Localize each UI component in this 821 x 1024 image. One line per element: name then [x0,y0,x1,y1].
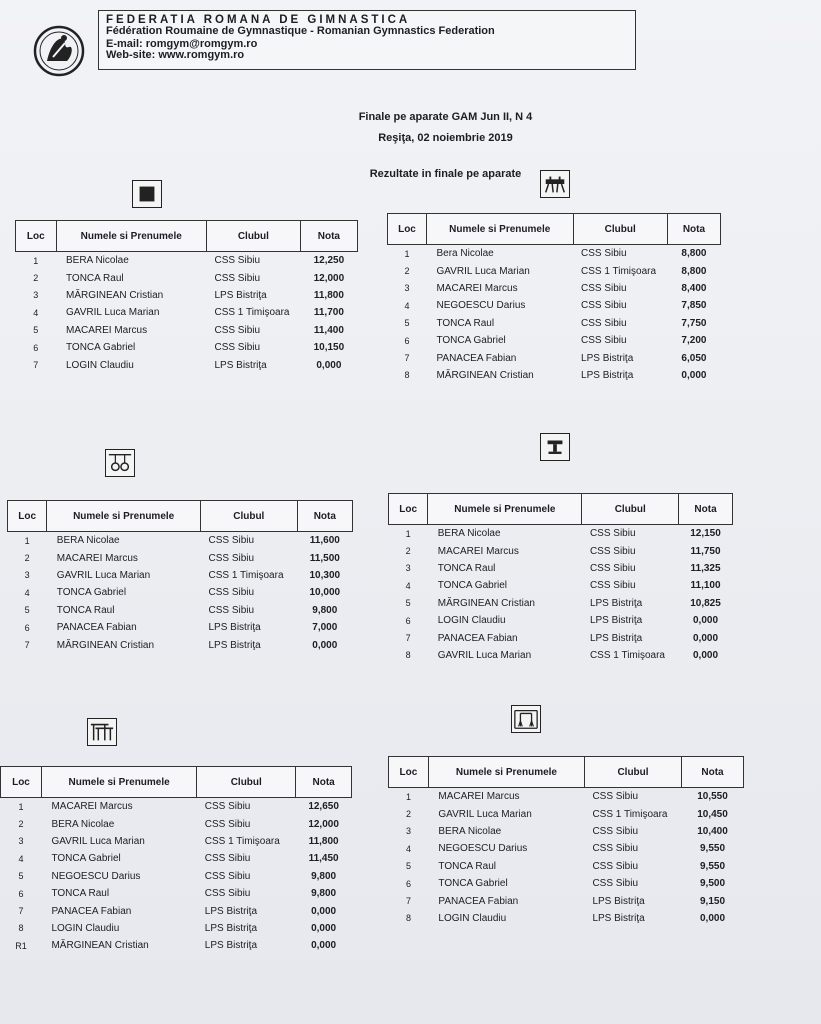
score-cell: 6,050 [681,352,707,364]
table-row [16,269,358,286]
table-row [1,920,352,937]
rank-cell: 2 [405,546,411,557]
rank-cell: 5 [405,861,411,872]
table-row [389,840,744,857]
club-cell: CSS 1 Timişoara [581,265,657,277]
club-cell: CSS Sibiu [204,818,251,830]
club-cell: CSS Sibiu [204,853,251,865]
table-row [1,798,352,816]
table-row [8,602,353,619]
score-cell: 9,800 [311,870,337,882]
score-cell: 7,750 [681,317,707,329]
athlete-name-cell: TONCA Raul [66,272,124,284]
rank-cell: 6 [33,342,39,353]
athlete-name-cell: NEGOESCU Darius [436,300,526,312]
athlete-name-cell: TONCA Raul [56,604,115,616]
rank-cell: 7 [404,353,410,364]
score-cell: 11,325 [690,562,721,574]
athlete-name-cell: PANACEA Fabian [56,622,137,634]
score-cell: 9,800 [312,604,338,616]
table-row [8,584,353,601]
federation-website: Web-site: www.romgym.ro [106,49,245,61]
rank-cell: 4 [405,580,411,591]
score-cell: 11,450 [308,853,339,865]
club-cell: CSS 1 Timişoara [204,835,280,847]
rank-cell: 4 [404,300,410,311]
table-row [389,525,733,543]
table-row [389,629,733,646]
rank-cell: 2 [24,553,30,564]
club-cell: LPS Bistriţa [204,922,258,934]
score-cell: 0,000 [311,905,337,917]
athlete-name-cell: GAVRIL Luca Marian [51,835,145,847]
rank-cell: 3 [24,570,30,581]
athlete-name-cell: MĂRGINEAN Cristian [56,639,155,651]
athlete-name-cell: MĂRGINEAN Cristian [66,289,164,301]
club-cell: LPS Bistriţa [204,905,258,917]
col-header-loc: Loc [389,494,428,525]
rank-cell: 6 [405,615,411,626]
club-cell: CSS 1 Timişoara [214,307,290,319]
results-subtitle: Rezultate in finale pe aparate [369,168,522,180]
results-table-horizontal-bar [388,756,744,927]
club-cell: LPS Bistriţa [208,639,261,651]
athlete-name-cell: TONCA Gabriel [437,580,508,592]
athlete-name-cell: TONCA Gabriel [438,878,508,890]
table-row [8,567,353,584]
parallel-bars-icon [87,718,117,746]
club-cell: CSS Sibiu [592,825,639,837]
club-cell: CSS Sibiu [581,335,627,347]
rank-cell: 3 [405,563,411,574]
rank-cell: 3 [405,826,411,837]
table-header-row [388,214,721,245]
score-cell: 12,150 [690,528,721,540]
athlete-name-cell: BERA Nicolae [51,818,115,830]
club-cell: LPS Bistriţa [592,912,645,924]
score-cell: 0,000 [700,912,726,924]
table-row [388,297,721,314]
score-cell: 7,000 [312,622,338,634]
athlete-name-cell: PANACEA Fabian [438,895,519,907]
col-header-name: Numele si Prenumele [41,767,196,798]
event-place-date: Reşiţa, 02 noiembrie 2019 [378,132,513,144]
table-row [388,315,721,332]
club-cell: LPS Bistriţa [581,369,634,381]
col-header-nota: Nota [300,221,357,252]
table-row [8,532,353,550]
score-cell: 0,000 [311,922,337,934]
club-cell: CSS Sibiu [589,545,636,557]
table-row [1,885,352,902]
table-row [389,542,733,559]
athlete-name-cell: TONCA Gabriel [436,335,506,347]
table-row [16,304,358,321]
floor-icon [132,180,162,208]
table-row [389,647,733,664]
rings-icon [105,449,135,477]
rank-cell: 4 [405,843,411,854]
table-row [388,262,721,279]
rank-cell: 6 [405,878,411,889]
athlete-name-cell: PANACEA Fabian [51,905,132,917]
club-cell: CSS Sibiu [204,888,251,900]
table-row [389,612,733,629]
rank-cell: 1 [18,801,24,812]
rank-cell: 1 [24,535,30,546]
rank-cell: 7 [33,360,39,371]
score-cell: 0,000 [312,639,338,651]
table-row [388,245,721,263]
club-cell: CSS Sibiu [214,255,261,267]
rank-cell: 1 [405,528,411,539]
club-cell: LPS Bistriţa [214,289,267,301]
club-cell: CSS Sibiu [592,791,639,803]
score-cell: 10,150 [313,342,345,354]
rank-cell: 5 [404,318,410,329]
club-cell: CSS 1 Timişoara [589,649,665,661]
table-row [389,560,733,577]
table-row [388,280,721,297]
score-cell: 11,700 [313,307,344,319]
table-header-row [16,221,358,252]
score-cell: 10,300 [309,569,341,581]
rank-cell: 4 [33,307,39,318]
table-row [389,577,733,594]
score-cell: 0,000 [311,940,337,952]
rank-cell: 7 [405,896,411,907]
table-header-row [8,501,353,532]
table-row [389,788,744,806]
score-cell: 10,450 [697,808,728,820]
event-title: Finale pe aparate GAM Jun II, N 4 [358,111,533,123]
table-row [388,349,721,366]
table-header-row [389,494,733,525]
club-cell: CSS Sibiu [592,860,639,872]
score-cell: 11,800 [313,289,344,301]
table-row [8,636,353,653]
club-cell: CSS Sibiu [581,317,627,329]
athlete-name-cell: NEGOESCU Darius [438,843,528,855]
table-row [16,287,358,304]
score-cell: 9,550 [700,860,726,872]
col-header-club: Clubul [573,214,667,245]
score-cell: 10,825 [690,597,721,609]
table-row [8,549,353,566]
table-row [389,805,744,822]
results-table-pommel-horse [387,213,721,384]
table-row [1,937,352,954]
table-row [1,868,352,885]
federation-logo [33,25,85,77]
club-cell: CSS Sibiu [214,324,261,336]
table-row [1,850,352,867]
col-header-name: Numele si Prenumele [428,757,584,788]
athlete-name-cell: GAVRIL Luca Marian [56,569,151,581]
rank-cell: 6 [404,335,410,346]
athlete-name-cell: LOGIN Claudiu [66,359,134,371]
rank-cell: 5 [405,598,411,609]
score-cell: 0,000 [681,369,707,381]
athlete-name-cell: LOGIN Claudiu [437,615,506,627]
rank-cell: 5 [24,605,30,616]
athlete-name-cell: BERA Nicolae [437,528,501,540]
athlete-name-cell: TONCA Gabriel [51,853,121,865]
rank-cell: R1 [15,940,27,951]
score-cell: 11,400 [313,324,344,336]
col-header-loc: Loc [8,501,47,532]
club-cell: CSS Sibiu [204,870,251,882]
club-cell: CSS Sibiu [214,272,261,284]
athlete-name-cell: TONCA Gabriel [66,342,136,354]
col-header-nota: Nota [682,757,744,788]
table-row [388,367,721,384]
athlete-name-cell: TONCA Raul [438,860,497,872]
club-cell: CSS Sibiu [204,801,251,813]
rank-cell: 7 [24,640,30,651]
col-header-nota: Nota [297,501,352,532]
score-cell: 9,500 [700,878,726,890]
athlete-name-cell: GAVRIL Luca Marian [437,649,532,661]
col-header-loc: Loc [16,221,57,252]
col-header-club: Clubul [206,221,300,252]
club-cell: CSS Sibiu [589,562,636,574]
federation-name: FEDERATIA ROMANA DE GIMNASTICA [106,14,411,26]
col-header-nota: Nota [679,494,733,525]
col-header-club: Clubul [197,767,296,798]
rank-cell: 6 [24,622,30,633]
rank-cell: 2 [18,819,24,830]
rank-cell: 8 [405,913,411,924]
club-cell: CSS Sibiu [208,604,255,616]
rank-cell: 8 [404,370,410,381]
rank-cell: 3 [18,836,24,847]
results-table-vault [388,493,733,664]
table-row [1,815,352,832]
club-cell: LPS Bistriţa [589,615,643,627]
pommel-horse-icon [540,170,570,198]
athlete-name-cell: LOGIN Claudiu [438,912,507,924]
rank-cell: 2 [33,273,39,284]
table-row [16,252,358,270]
club-cell: CSS Sibiu [592,878,639,890]
col-header-loc: Loc [1,767,42,798]
rank-cell: 7 [18,906,24,917]
club-cell: LPS Bistriţa [589,632,643,644]
score-cell: 11,600 [309,535,340,547]
table-header-row [1,767,352,798]
club-cell: CSS Sibiu [589,580,636,592]
club-cell: CSS Sibiu [581,248,627,260]
col-header-club: Clubul [200,501,297,532]
club-cell: CSS Sibiu [214,342,261,354]
score-cell: 11,100 [690,580,721,592]
rank-cell: 4 [18,853,24,864]
col-header-loc: Loc [388,214,427,245]
score-cell: 9,550 [700,843,726,855]
club-cell: LPS Bistriţa [581,352,634,364]
athlete-name-cell: MĂRGINEAN Cristian [436,369,534,381]
athlete-name-cell: GAVRIL Luca Marian [436,265,530,277]
club-cell: LPS Bistriţa [214,359,267,371]
table-row [1,902,352,919]
club-cell: CSS Sibiu [581,282,627,294]
table-row [389,823,744,840]
club-cell: LPS Bistriţa [592,895,645,907]
col-header-loc: Loc [389,757,429,788]
score-cell: 12,000 [308,818,339,830]
rank-cell: 5 [33,325,39,336]
athlete-name-cell: PANACEA Fabian [436,352,517,364]
club-cell: CSS 1 Timişoara [592,808,668,820]
athlete-name-cell: GAVRIL Luca Marian [438,808,532,820]
club-cell: CSS Sibiu [208,535,255,547]
rank-cell: 3 [33,290,39,301]
score-cell: 0,000 [693,615,719,627]
rank-cell: 7 [405,633,411,644]
results-table-floor [15,220,358,374]
athlete-name-cell: TONCA Raul [436,317,495,329]
athlete-name-cell: GAVRIL Luca Marian [66,307,160,319]
athlete-name-cell: MĂRGINEAN Cristian [51,940,149,952]
table-row [8,619,353,636]
table-row [389,875,744,892]
score-cell: 0,000 [316,359,342,371]
col-header-club: Clubul [584,757,681,788]
col-header-nota: Nota [667,214,720,245]
club-cell: LPS Bistriţa [208,622,261,634]
score-cell: 7,850 [681,300,707,312]
vault-icon [540,433,570,461]
athlete-name-cell: Bera Nicolae [436,248,494,260]
club-cell: CSS Sibiu [589,528,636,540]
athlete-name-cell: BERA Nicolae [56,535,120,547]
athlete-name-cell: NEGOESCU Darius [51,870,141,882]
athlete-name-cell: MACAREI Marcus [438,791,520,803]
score-cell: 10,400 [697,825,728,837]
score-cell: 9,150 [700,895,726,907]
club-cell: CSS 1 Timişoara [208,569,284,581]
score-cell: 0,000 [693,632,719,644]
score-cell: 11,750 [690,545,721,557]
table-row [389,858,744,875]
rank-cell: 4 [24,587,30,598]
rank-cell: 6 [18,888,24,899]
athlete-name-cell: LOGIN Claudiu [51,922,120,934]
club-cell: CSS Sibiu [208,552,255,564]
horizontal-bar-icon [511,705,541,733]
athlete-name-cell: TONCA Raul [437,562,496,574]
athlete-name-cell: TONCA Raul [51,888,110,900]
table-row [16,356,358,373]
table-row [389,595,733,612]
score-cell: 8,800 [681,248,707,260]
rank-cell: 1 [404,248,410,259]
score-cell: 11,500 [309,552,340,564]
athlete-name-cell: BERA Nicolae [438,825,502,837]
col-header-nota: Nota [296,767,352,798]
athlete-name-cell: PANACEA Fabian [437,632,518,644]
athlete-name-cell: MACAREI Marcus [437,545,519,557]
score-cell: 10,000 [309,587,341,599]
rank-cell: 3 [404,283,410,294]
club-cell: CSS Sibiu [208,587,255,599]
rank-cell: 2 [404,266,410,277]
table-row [388,332,721,349]
rank-cell: 2 [405,809,411,820]
table-row [16,339,358,356]
results-table-parallel-bars [0,766,352,955]
score-cell: 12,250 [313,255,345,267]
score-cell: 9,800 [311,888,337,900]
federation-email: E-mail: romgym@romgym.ro [106,38,258,50]
rank-cell: 5 [18,871,24,882]
athlete-name-cell: BERA Nicolae [66,255,129,267]
score-cell: 10,550 [697,791,728,803]
rank-cell: 1 [33,255,39,266]
rank-cell: 1 [405,791,411,802]
col-header-name: Numele si Prenumele [426,214,573,245]
score-cell: 8,400 [681,282,707,294]
athlete-name-cell: MĂRGINEAN Cristian [437,597,535,609]
athlete-name-cell: MACAREI Marcus [56,552,138,564]
table-row [389,892,744,909]
table-header-row [389,757,744,788]
col-header-club: Clubul [582,494,679,525]
club-cell: LPS Bistriţa [589,597,643,609]
athlete-name-cell: MACAREI Marcus [436,282,518,294]
col-header-name: Numele si Prenumele [428,494,582,525]
score-cell: 11,800 [308,835,339,847]
rank-cell: 8 [18,923,24,934]
score-cell: 12,650 [308,801,339,813]
score-cell: 8,800 [681,265,707,277]
results-table-rings [7,500,353,654]
table-row [1,833,352,850]
col-header-name: Numele si Prenumele [47,501,201,532]
athlete-name-cell: MACAREI Marcus [51,801,133,813]
club-cell: CSS Sibiu [581,300,627,312]
score-cell: 7,200 [681,335,707,347]
athlete-name-cell: MACAREI Marcus [66,324,148,336]
club-cell: LPS Bistriţa [204,940,258,952]
athlete-name-cell: TONCA Gabriel [56,587,127,599]
club-cell: CSS Sibiu [592,843,639,855]
score-cell: 0,000 [693,649,719,661]
rank-cell: 8 [405,650,411,661]
score-cell: 12,000 [313,272,345,284]
federation-name-fr-en: Fédération Roumaine de Gymnastique - Romanian Gymnastics Federation [106,25,495,37]
col-header-name: Numele si Prenumele [56,221,206,252]
table-row [389,910,744,927]
table-row [16,322,358,339]
